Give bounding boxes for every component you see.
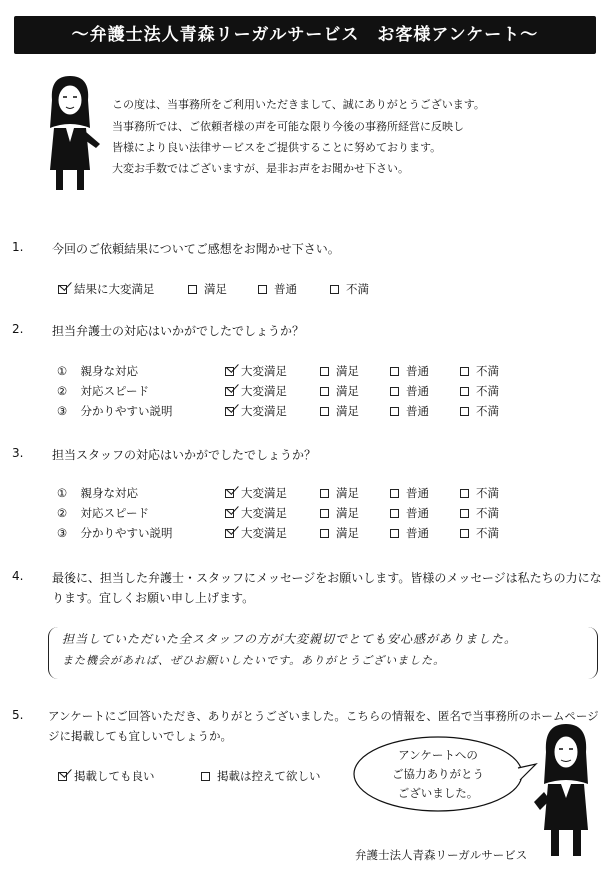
q1-option-dissatisfied[interactable]: 不満 <box>330 281 369 297</box>
q3-1-normal[interactable]: 普通 <box>390 485 429 501</box>
q2-number: 2. <box>12 322 24 336</box>
q3-2-dissatisfied[interactable]: 不満 <box>460 505 499 521</box>
q3-1-very-satisfied[interactable]: 大変満足 <box>225 485 287 501</box>
q5-option-decline[interactable]: 掲載は控えて欲しい <box>201 768 321 784</box>
q3-1-dissatisfied[interactable]: 不満 <box>460 485 499 501</box>
q3-question: 担当スタッフの対応はいかがでしたでしょうか？ <box>52 448 317 462</box>
message-answer-line2: また機会があれば、ぜひお願いしたいです。ありがとうございました。 <box>62 654 446 667</box>
q3-1-satisfied[interactable]: 満足 <box>320 485 359 501</box>
q3-3-dissatisfied[interactable]: 不満 <box>460 525 499 541</box>
q1-number: 1. <box>12 240 24 254</box>
q2-2-very-satisfied[interactable]: 大変満足 <box>225 383 287 399</box>
q3-3-normal[interactable]: 普通 <box>390 525 429 541</box>
q5-number: 5. <box>12 708 24 722</box>
q2-3-very-satisfied[interactable]: 大変満足 <box>225 403 287 419</box>
q3-2-satisfied[interactable]: 満足 <box>320 505 359 521</box>
q1-option-normal[interactable]: 普通 <box>258 281 297 297</box>
q2-1-satisfied[interactable]: 満足 <box>320 363 359 379</box>
q5-question-line2: ジに掲載しても宜しいでしょうか。 <box>48 729 232 743</box>
q3-3-very-satisfied[interactable]: 大変満足 <box>225 525 287 541</box>
q2-3-satisfied[interactable]: 満足 <box>320 403 359 419</box>
q1-option-very-satisfied[interactable]: 結果に大変満足 <box>58 281 155 297</box>
q5-question-line1: アンケートにご回答いただき、ありがとうございました。こちらの情報を、匿名で当事務所のホームページ <box>48 709 599 723</box>
survey-title-banner: 〜弁護士法人青森リーガルサービス お客様アンケート〜 <box>14 16 596 54</box>
speech-bubble-text: アンケートへの ご協力ありがとう ございました。 <box>392 748 484 800</box>
q2-2-dissatisfied[interactable]: 不満 <box>460 383 499 399</box>
lawyer-illustration-bottom <box>530 718 602 864</box>
q5-option-allow[interactable]: 掲載しても良い <box>58 768 155 784</box>
checkbox-icon <box>330 285 339 294</box>
checkbox-checked-icon <box>58 772 67 781</box>
q1-question: 今回のご依頼結果についてご感想をお聞かせ下さい。 <box>52 242 340 256</box>
q4-question-line2: ります。宜しくお願い申し上げます。 <box>52 591 255 605</box>
q3-number: 3. <box>12 446 24 460</box>
q2-1-normal[interactable]: 普通 <box>390 363 429 379</box>
checkbox-icon <box>188 285 197 294</box>
lawyer-illustration-top <box>30 70 108 195</box>
checkbox-icon <box>258 285 267 294</box>
q3-3-satisfied[interactable]: 満足 <box>320 525 359 541</box>
q2-2-satisfied[interactable]: 満足 <box>320 383 359 399</box>
message-answer-line1: 担当していただいた全スタッフの方が大変親切でとても安心感がありました。 <box>62 632 518 646</box>
checkbox-icon <box>201 772 210 781</box>
q2-1-dissatisfied[interactable]: 不満 <box>460 363 499 379</box>
q2-3-normal[interactable]: 普通 <box>390 403 429 419</box>
checkbox-checked-icon <box>58 285 67 294</box>
footer-firm-name: 弁護士法人青森リーガルサービス <box>355 848 528 862</box>
q3-2-very-satisfied[interactable]: 大変満足 <box>225 505 287 521</box>
q2-question: 担当弁護士の対応はいかがでしたでしょうか？ <box>52 324 305 338</box>
q4-number: 4. <box>12 569 24 583</box>
q2-1-very-satisfied[interactable]: 大変満足 <box>225 363 287 379</box>
q2-2-normal[interactable]: 普通 <box>390 383 429 399</box>
q4-question-line1: 最後に、担当した弁護士・スタッフにメッセージをお願いします。皆様のメッセージは私たちの力にな <box>52 571 602 585</box>
q3-2-normal[interactable]: 普通 <box>390 505 429 521</box>
q1-option-satisfied[interactable]: 満足 <box>188 281 227 297</box>
q2-3-dissatisfied[interactable]: 不満 <box>460 403 499 419</box>
